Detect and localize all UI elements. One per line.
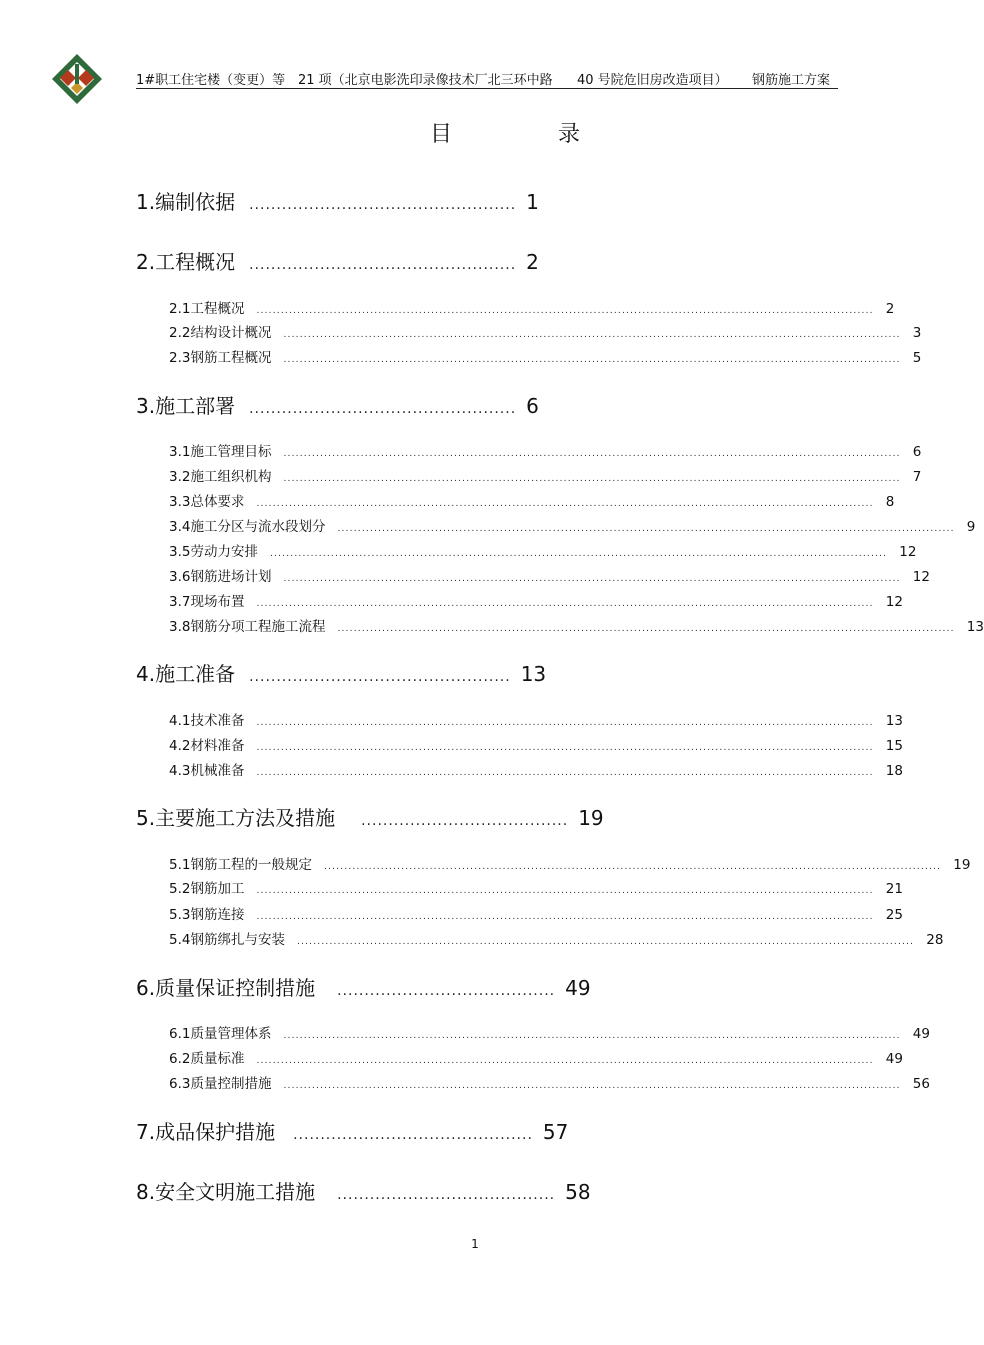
toc-label: 钢筋绑扎与安装	[190, 932, 285, 948]
toc-label: 钢筋分项工程施工流程	[190, 619, 326, 635]
toc-label: 工程概况	[155, 250, 236, 274]
toc-label: 编制依据	[155, 190, 236, 214]
toc-entry[interactable]	[169, 540, 917, 560]
toc-leader: .................................................	[249, 257, 517, 273]
header-segment-4: 钢筋施工方案	[752, 73, 831, 88]
toc-entry[interactable]	[136, 1176, 591, 1204]
toc-page: 25	[885, 907, 903, 923]
header-segment-2: 21 项（北京电影洗印录像技术厂北三环中路	[298, 73, 553, 88]
toc-label: 质量保证控制措施	[155, 976, 316, 1000]
toc-leader: ............................................	[293, 1127, 533, 1143]
toc-number: 6.	[136, 976, 156, 1000]
toc-leader: ........................................................................................................................................................	[256, 499, 874, 509]
toc-leader: ........................................................................................................................................................	[256, 768, 874, 778]
toc-label: 工程概况	[190, 301, 245, 317]
toc-entry[interactable]	[169, 297, 895, 317]
toc-page: 12	[899, 544, 917, 560]
toc-page: 6	[526, 394, 539, 418]
toc-number: 5.1	[169, 857, 191, 873]
toc-entry[interactable]	[169, 615, 984, 635]
header-segment-1: 1#职工住宅楼（变更）等	[136, 73, 286, 88]
toc-number: 8.	[136, 1180, 156, 1204]
toc-label: 钢筋连接	[190, 907, 245, 923]
toc-label: 安全文明施工措施	[155, 1180, 316, 1204]
toc-page: 15	[885, 738, 903, 754]
toc-label: 材料准备	[190, 738, 245, 754]
toc-number: 4.	[136, 662, 156, 686]
page-number: 1	[471, 1237, 479, 1251]
toc-number: 3.7	[169, 594, 191, 610]
toc-label: 总体要求	[190, 494, 245, 510]
toc-number: 2.	[136, 250, 156, 274]
toc-label: 机械准备	[190, 763, 245, 779]
toc-leader: ........................................................................................................................................................	[283, 330, 901, 340]
header-segment-3: 40 号院危旧房改造项目）	[577, 73, 728, 88]
toc-entry[interactable]	[169, 321, 922, 341]
toc-page: 3	[912, 325, 922, 341]
toc-entry[interactable]	[136, 802, 604, 830]
toc-number: 4.1	[169, 713, 191, 729]
toc-label: 质量控制措施	[190, 1076, 272, 1092]
toc-label: 钢筋加工	[190, 881, 245, 897]
toc-leader: ........................................	[337, 1187, 556, 1203]
toc-entry[interactable]	[169, 759, 903, 779]
toc-page: 2	[526, 250, 539, 274]
toc-label: 施工组织机构	[190, 469, 272, 485]
toc-page: 57	[542, 1120, 569, 1144]
toc-leader: ........................................................................................................................................................	[256, 912, 874, 922]
toc-entry[interactable]	[136, 658, 546, 686]
toc-label: 质量标准	[190, 1051, 245, 1067]
toc-entry[interactable]	[136, 390, 539, 418]
toc-number: 1.	[136, 190, 156, 214]
toc-entry[interactable]	[169, 877, 903, 897]
toc-leader: .................................................	[249, 197, 517, 213]
toc-page: 8	[885, 494, 895, 510]
toc-leader: .................................................	[249, 401, 517, 417]
toc-page: 58	[565, 1180, 591, 1204]
toc-page: 5	[912, 350, 922, 366]
toc-label: 施工部署	[155, 394, 236, 418]
toc-number: 3.	[136, 394, 156, 418]
toc-page: 49	[565, 976, 591, 1000]
toc-page: 7	[912, 469, 922, 485]
toc-label: 结构设计概况	[190, 325, 272, 341]
toc-number: 2.3	[169, 350, 191, 366]
toc-number: 2.2	[169, 325, 191, 341]
toc-leader: ........................................................................................................................................................	[296, 937, 915, 947]
toc-number: 5.	[136, 806, 156, 830]
toc-label: 现场布置	[190, 594, 245, 610]
toc-label: 钢筋工程的一般规定	[190, 857, 312, 873]
toc-label: 质量管理体系	[190, 1026, 272, 1042]
toc-leader: ........................................................................................................................................................	[256, 718, 874, 728]
toc-number: 2.1	[169, 301, 191, 317]
toc-page: 56	[912, 1076, 930, 1092]
toc-page: 9	[966, 519, 976, 535]
toc-number: 4.3	[169, 763, 191, 779]
toc-leader: ........................................	[337, 983, 556, 999]
toc-leader: ........................................................................................................................................................	[256, 1056, 874, 1066]
toc-number: 3.8	[169, 619, 191, 635]
toc-entry[interactable]	[169, 590, 903, 610]
toc-number: 6.1	[169, 1026, 191, 1042]
toc-entry[interactable]	[169, 1047, 903, 1067]
toc-entry[interactable]	[169, 465, 922, 485]
toc-label: 主要施工方法及措施	[155, 806, 336, 830]
toc-entry[interactable]	[169, 346, 922, 366]
toc-number: 3.1	[169, 444, 191, 460]
toc-page: 1	[526, 190, 539, 214]
toc-number: 5.2	[169, 881, 191, 897]
toc-entry[interactable]	[169, 853, 971, 873]
toc-number: 3.6	[169, 569, 191, 585]
toc-entry[interactable]	[136, 972, 591, 1000]
toc-leader: ........................................................................................................................................................	[283, 355, 901, 365]
toc-entry[interactable]	[169, 490, 895, 510]
toc-number: 3.4	[169, 519, 191, 535]
toc-page: 28	[926, 932, 944, 948]
toc-entry[interactable]	[136, 1116, 568, 1144]
toc-leader: ........................................................................................................................................................	[256, 306, 874, 316]
toc-page: 6	[912, 444, 922, 460]
title-char-2: 录	[558, 122, 581, 147]
toc-leader: ........................................................................................................................................................	[283, 474, 901, 484]
toc-leader: ........................................................................................................................................................	[256, 743, 874, 753]
toc-page: 49	[885, 1051, 903, 1067]
toc-entry[interactable]	[136, 246, 539, 274]
toc-leader: ........................................................................................................................................................	[337, 624, 955, 634]
toc-page: 13	[520, 662, 547, 686]
toc-label: 技术准备	[190, 713, 245, 729]
toc-number: 6.2	[169, 1051, 191, 1067]
toc-leader: ........................................................................................................................................................	[283, 1031, 901, 1041]
toc-number: 3.5	[169, 544, 191, 560]
toc-leader: ........................................................................................................................................................	[269, 549, 888, 559]
toc-leader: ........................................................................................................................................................	[283, 574, 901, 584]
toc-leader: ........................................................................................................................................................	[256, 599, 874, 609]
toc-leader: ........................................................................................................................................................	[283, 1081, 901, 1091]
toc-entry[interactable]	[169, 734, 903, 754]
toc-page: 12	[912, 569, 930, 585]
toc-page: 13	[885, 713, 903, 729]
toc-entry[interactable]	[169, 440, 922, 460]
toc-entry[interactable]	[169, 1022, 930, 1042]
toc-number: 7.	[136, 1120, 156, 1144]
title-char-1: 目	[430, 122, 453, 147]
toc-page: 12	[885, 594, 903, 610]
toc-entry[interactable]	[169, 709, 903, 729]
toc-page: 2	[885, 301, 895, 317]
toc-page: 21	[885, 881, 903, 897]
toc-entry[interactable]	[169, 903, 903, 923]
toc-number: 3.3	[169, 494, 191, 510]
running-header	[136, 66, 838, 89]
toc-label: 施工准备	[155, 662, 236, 686]
toc-entry[interactable]	[169, 565, 930, 585]
toc-page: 19	[578, 806, 604, 830]
toc-page: 49	[912, 1026, 930, 1042]
toc-label: 钢筋进场计划	[190, 569, 272, 585]
toc-entry[interactable]	[169, 928, 944, 948]
toc-number: 3.2	[169, 469, 191, 485]
toc-label: 钢筋工程概况	[190, 350, 272, 366]
toc-page: 19	[953, 857, 971, 873]
toc-leader: ........................................................................................................................................................	[337, 524, 955, 534]
toc-number: 5.3	[169, 907, 191, 923]
toc-label: 施工管理目标	[190, 444, 272, 460]
toc-leader: ........................................................................................................................................................	[323, 862, 942, 872]
company-logo	[50, 52, 104, 106]
toc-number: 5.4	[169, 932, 191, 948]
toc-label: 成品保护措施	[155, 1120, 276, 1144]
toc-leader: ......................................	[361, 813, 569, 829]
toc-entry[interactable]	[169, 1072, 930, 1092]
toc-leader: ................................................	[249, 669, 511, 685]
toc-page: 18	[885, 763, 903, 779]
toc-leader: ........................................................................................................................................................	[256, 886, 874, 896]
toc-entry[interactable]	[169, 515, 976, 535]
toc-number: 4.2	[169, 738, 191, 754]
toc-label: 施工分区与流水段划分	[190, 519, 326, 535]
toc-label: 劳动力安排	[190, 544, 258, 560]
page-title	[0, 117, 950, 147]
toc-page: 13	[966, 619, 984, 635]
toc-number: 6.3	[169, 1076, 191, 1092]
toc-leader: ........................................................................................................................................................	[283, 449, 901, 459]
toc-entry[interactable]	[136, 186, 539, 214]
